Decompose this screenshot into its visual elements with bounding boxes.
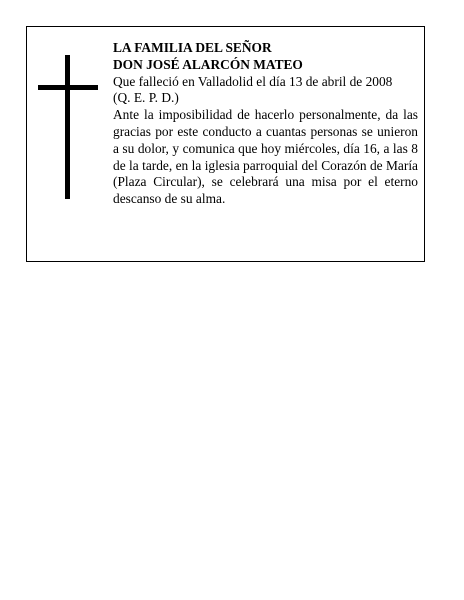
heading-family: LA FAMILIA DEL SEÑOR — [113, 40, 272, 55]
death-date-line: Que falleció en Valladolid el día 13 de abril de 2008 — [113, 73, 393, 89]
cross-vertical-bar — [65, 55, 70, 199]
cross-horizontal-bar — [38, 85, 98, 90]
heading-deceased-name: DON JOSÉ ALARCÓN MATEO — [113, 56, 303, 72]
obituary-notice — [26, 26, 425, 262]
cross-icon — [38, 55, 98, 199]
rip-line: (Q. E. P. D.) — [113, 90, 179, 106]
body-paragraph: Ante la imposibilidad de hacerlo personalmente, da las gracias por este conducto a cuantas personas se unieron a su dolor, y comunica que hoy miércoles, día 16, a las 8 de la tarde, en la iglesia parroquial del Corazón de María (Plaza Circular), se celebrará una misa por el eterno descanso de su alma. — [113, 107, 418, 207]
notice-text — [113, 40, 418, 208]
